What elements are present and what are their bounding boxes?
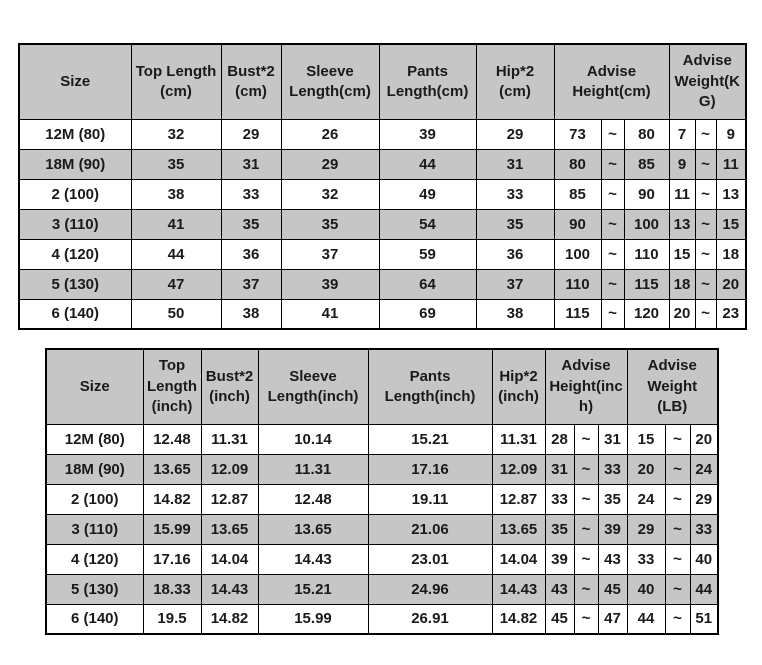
tilde-cell: ~ [601, 179, 624, 209]
value-cell: 18 [716, 239, 746, 269]
value-cell: 7 [669, 119, 695, 149]
value-cell: 11.31 [492, 424, 545, 454]
size-cell: 4 (120) [46, 544, 143, 574]
tilde-cell: ~ [695, 119, 716, 149]
value-cell: 33 [545, 484, 574, 514]
value-cell: 39 [545, 544, 574, 574]
tilde-cell: ~ [601, 119, 624, 149]
column-header: Advise Weight (LB) [627, 349, 718, 424]
tilde-cell: ~ [574, 604, 598, 634]
value-cell: 69 [379, 299, 476, 329]
value-cell: 35 [476, 209, 554, 239]
value-cell: 33 [221, 179, 281, 209]
value-cell: 40 [690, 544, 718, 574]
value-cell: 47 [598, 604, 627, 634]
tilde-cell: ~ [601, 269, 624, 299]
value-cell: 23.01 [368, 544, 492, 574]
table-row [19, 149, 746, 179]
value-cell: 120 [624, 299, 669, 329]
tilde-cell: ~ [601, 239, 624, 269]
value-cell: 80 [554, 149, 601, 179]
tilde-cell: ~ [695, 269, 716, 299]
value-cell: 51 [690, 604, 718, 634]
tilde-cell: ~ [601, 149, 624, 179]
value-cell: 15.99 [258, 604, 368, 634]
table-row [46, 424, 718, 454]
value-cell: 17.16 [143, 544, 201, 574]
value-cell: 50 [131, 299, 221, 329]
value-cell: 19.5 [143, 604, 201, 634]
value-cell: 33 [627, 544, 665, 574]
value-cell: 39 [598, 514, 627, 544]
table-row [46, 454, 718, 484]
tilde-cell: ~ [574, 454, 598, 484]
value-cell: 13.65 [143, 454, 201, 484]
column-header: Size [46, 349, 143, 424]
size-cell: 3 (110) [19, 209, 131, 239]
table-row [19, 209, 746, 239]
size-cell: 6 (140) [19, 299, 131, 329]
value-cell: 64 [379, 269, 476, 299]
table-row [46, 484, 718, 514]
value-cell: 29 [221, 119, 281, 149]
tilde-cell: ~ [665, 454, 690, 484]
value-cell: 80 [624, 119, 669, 149]
value-cell: 12.09 [492, 454, 545, 484]
column-header: Bust*2 (inch) [201, 349, 258, 424]
value-cell: 110 [554, 269, 601, 299]
value-cell: 33 [690, 514, 718, 544]
value-cell: 15 [716, 209, 746, 239]
value-cell: 33 [598, 454, 627, 484]
value-cell: 90 [624, 179, 669, 209]
tilde-cell: ~ [695, 149, 716, 179]
value-cell: 85 [554, 179, 601, 209]
value-cell: 32 [281, 179, 379, 209]
value-cell: 14.43 [258, 544, 368, 574]
tilde-cell: ~ [574, 544, 598, 574]
size-cell: 5 (130) [46, 574, 143, 604]
value-cell: 29 [476, 119, 554, 149]
column-header: Size [19, 44, 131, 119]
value-cell: 35 [131, 149, 221, 179]
value-cell: 90 [554, 209, 601, 239]
column-header: Pants Length(inch) [368, 349, 492, 424]
value-cell: 18.33 [143, 574, 201, 604]
header-row [46, 349, 718, 424]
value-cell: 33 [476, 179, 554, 209]
value-cell: 35 [598, 484, 627, 514]
table-row [46, 544, 718, 574]
tilde-cell: ~ [695, 239, 716, 269]
value-cell: 18 [669, 269, 695, 299]
value-cell: 39 [379, 119, 476, 149]
value-cell: 12.87 [201, 484, 258, 514]
column-header: Top Length (cm) [131, 44, 221, 119]
tilde-cell: ~ [695, 299, 716, 329]
value-cell: 14.04 [201, 544, 258, 574]
table-row [46, 574, 718, 604]
value-cell: 44 [379, 149, 476, 179]
value-cell: 110 [624, 239, 669, 269]
size-chart-cm-container [18, 43, 747, 330]
size-cell: 3 (110) [46, 514, 143, 544]
size-cell: 6 (140) [46, 604, 143, 634]
value-cell: 35 [545, 514, 574, 544]
value-cell: 38 [131, 179, 221, 209]
value-cell: 20 [716, 269, 746, 299]
value-cell: 12.09 [201, 454, 258, 484]
value-cell: 36 [221, 239, 281, 269]
value-cell: 24.96 [368, 574, 492, 604]
value-cell: 38 [221, 299, 281, 329]
column-header: Sleeve Length(inch) [258, 349, 368, 424]
value-cell: 9 [716, 119, 746, 149]
column-header: Hip*2 (inch) [492, 349, 545, 424]
value-cell: 115 [624, 269, 669, 299]
value-cell: 47 [131, 269, 221, 299]
size-chart-inch-container [45, 348, 719, 635]
value-cell: 14.43 [492, 574, 545, 604]
tilde-cell: ~ [665, 514, 690, 544]
value-cell: 32 [131, 119, 221, 149]
tilde-cell: ~ [665, 604, 690, 634]
value-cell: 43 [545, 574, 574, 604]
value-cell: 11 [716, 149, 746, 179]
value-cell: 17.16 [368, 454, 492, 484]
value-cell: 26 [281, 119, 379, 149]
value-cell: 26.91 [368, 604, 492, 634]
value-cell: 11 [669, 179, 695, 209]
size-cell: 12M (80) [19, 119, 131, 149]
size-cell: 4 (120) [19, 239, 131, 269]
value-cell: 37 [221, 269, 281, 299]
value-cell: 14.82 [201, 604, 258, 634]
value-cell: 24 [627, 484, 665, 514]
size-cell: 12M (80) [46, 424, 143, 454]
value-cell: 39 [281, 269, 379, 299]
value-cell: 13 [669, 209, 695, 239]
tilde-cell: ~ [665, 484, 690, 514]
value-cell: 11.31 [258, 454, 368, 484]
value-cell: 31 [545, 454, 574, 484]
table-row [19, 239, 746, 269]
value-cell: 36 [476, 239, 554, 269]
value-cell: 54 [379, 209, 476, 239]
table-row [19, 299, 746, 329]
value-cell: 13.65 [492, 514, 545, 544]
value-cell: 45 [545, 604, 574, 634]
value-cell: 15 [669, 239, 695, 269]
value-cell: 41 [281, 299, 379, 329]
value-cell: 9 [669, 149, 695, 179]
value-cell: 40 [627, 574, 665, 604]
tilde-cell: ~ [601, 209, 624, 239]
tilde-cell: ~ [574, 484, 598, 514]
column-header: Bust*2 (cm) [221, 44, 281, 119]
table-row [46, 604, 718, 634]
tilde-cell: ~ [665, 574, 690, 604]
value-cell: 13 [716, 179, 746, 209]
value-cell: 31 [221, 149, 281, 179]
table-row [19, 119, 746, 149]
value-cell: 100 [624, 209, 669, 239]
tilde-cell: ~ [574, 574, 598, 604]
tilde-cell: ~ [665, 424, 690, 454]
value-cell: 49 [379, 179, 476, 209]
value-cell: 15 [627, 424, 665, 454]
value-cell: 28 [545, 424, 574, 454]
value-cell: 37 [281, 239, 379, 269]
value-cell: 20 [627, 454, 665, 484]
value-cell: 29 [690, 484, 718, 514]
column-header: Advise Height(cm) [554, 44, 669, 119]
table-row [19, 269, 746, 299]
value-cell: 29 [627, 514, 665, 544]
column-header: Sleeve Length(cm) [281, 44, 379, 119]
value-cell: 43 [598, 544, 627, 574]
value-cell: 100 [554, 239, 601, 269]
tilde-cell: ~ [695, 209, 716, 239]
value-cell: 23 [716, 299, 746, 329]
value-cell: 12.87 [492, 484, 545, 514]
value-cell: 11.31 [201, 424, 258, 454]
value-cell: 12.48 [143, 424, 201, 454]
value-cell: 73 [554, 119, 601, 149]
size-cell: 18M (90) [19, 149, 131, 179]
column-header: Hip*2 (cm) [476, 44, 554, 119]
value-cell: 85 [624, 149, 669, 179]
value-cell: 44 [627, 604, 665, 634]
header-row [19, 44, 746, 119]
column-header: Advise Weight(KG) [669, 44, 746, 119]
size-cell: 5 (130) [19, 269, 131, 299]
tilde-cell: ~ [601, 299, 624, 329]
value-cell: 41 [131, 209, 221, 239]
value-cell: 12.48 [258, 484, 368, 514]
value-cell: 37 [476, 269, 554, 299]
column-header: Advise Height(inch) [545, 349, 627, 424]
value-cell: 14.82 [143, 484, 201, 514]
tilde-cell: ~ [574, 424, 598, 454]
value-cell: 19.11 [368, 484, 492, 514]
table-row [46, 514, 718, 544]
value-cell: 59 [379, 239, 476, 269]
value-cell: 10.14 [258, 424, 368, 454]
column-header: Pants Length(cm) [379, 44, 476, 119]
value-cell: 15.21 [258, 574, 368, 604]
value-cell: 115 [554, 299, 601, 329]
table-row [19, 179, 746, 209]
size-chart-inch-table [45, 348, 719, 635]
size-cell: 2 (100) [19, 179, 131, 209]
value-cell: 14.04 [492, 544, 545, 574]
value-cell: 44 [131, 239, 221, 269]
value-cell: 15.21 [368, 424, 492, 454]
value-cell: 44 [690, 574, 718, 604]
value-cell: 20 [669, 299, 695, 329]
value-cell: 31 [598, 424, 627, 454]
value-cell: 35 [221, 209, 281, 239]
value-cell: 38 [476, 299, 554, 329]
value-cell: 21.06 [368, 514, 492, 544]
value-cell: 24 [690, 454, 718, 484]
tilde-cell: ~ [695, 179, 716, 209]
value-cell: 35 [281, 209, 379, 239]
column-header: Top Length (inch) [143, 349, 201, 424]
size-cell: 2 (100) [46, 484, 143, 514]
value-cell: 14.82 [492, 604, 545, 634]
tilde-cell: ~ [574, 514, 598, 544]
tilde-cell: ~ [665, 544, 690, 574]
value-cell: 45 [598, 574, 627, 604]
value-cell: 29 [281, 149, 379, 179]
value-cell: 15.99 [143, 514, 201, 544]
value-cell: 13.65 [201, 514, 258, 544]
value-cell: 20 [690, 424, 718, 454]
value-cell: 31 [476, 149, 554, 179]
value-cell: 13.65 [258, 514, 368, 544]
size-chart-cm-table [18, 43, 747, 330]
size-cell: 18M (90) [46, 454, 143, 484]
value-cell: 14.43 [201, 574, 258, 604]
